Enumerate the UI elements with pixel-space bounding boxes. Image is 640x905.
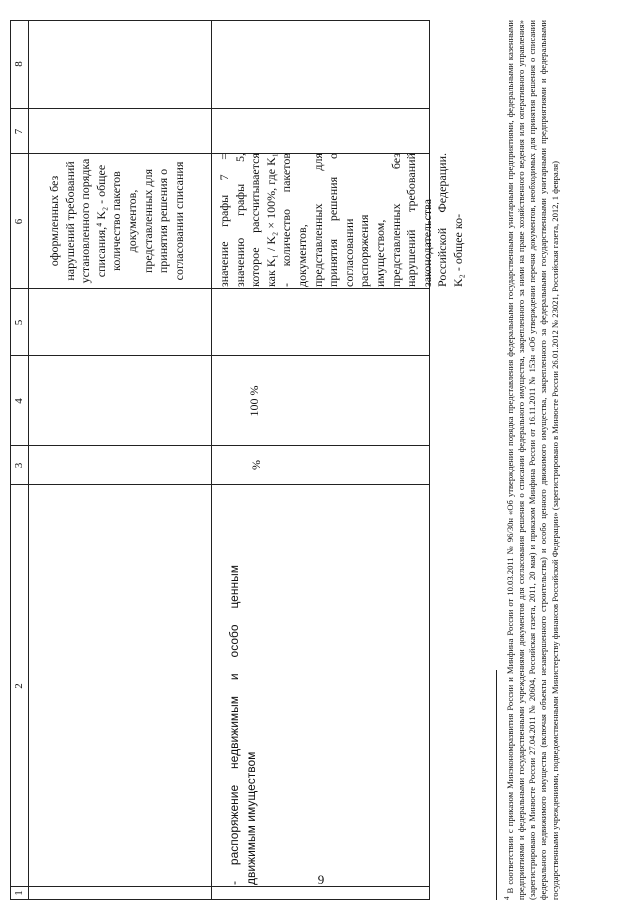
- footnote-marker: 4: [503, 896, 511, 900]
- column-number-3: 3: [13, 462, 25, 469]
- row-b-unit: %: [249, 460, 263, 470]
- column-number-5: 5: [13, 319, 25, 326]
- column-number-8: 8: [13, 61, 25, 67]
- column-number-6: 6: [13, 218, 25, 225]
- column-divider: [11, 288, 429, 289]
- header-row-divider: [28, 21, 29, 899]
- row-divider: [211, 21, 212, 899]
- page-number: 9: [317, 872, 325, 887]
- data-table: [10, 20, 465, 900]
- footnote-separator: [496, 670, 497, 900]
- row-a-indicator-description: оформленных без нарушений требований установленного порядка списания,⁴ K₂ - общее количество пакетов документов, представленных для принятия решения о согласовании списания: [47, 158, 186, 284]
- column-divider: [11, 445, 429, 446]
- row-b-indicator-description: значение графы 7 = значению графы 5, которое рассчитывается как K₁ / K₂ × 100%, где K₁ - количество пакетов документов, представленных для принятия решения о согласовании распоряжения имуществом, представленных без нарушений требований законодательства Российской Федерации. K₂ - общее ко-: [217, 153, 465, 287]
- column-divider: [11, 484, 429, 485]
- rotated-sheet: [10, 20, 622, 900]
- footnote-text: В соответствии с приказом Минэкономразвития России и Минфина России от 10.03.2011 № 96/30н «Об утверждении порядка представления федеральными государственными унитарными предприятиями, федеральными казенными предприятиями и федеральными государственными учреждениями документов для согласования решения о списании федерального имущества, закрепленного за ними на праве хозяйственного ведения или оперативного управления» (зарегистрировано в Минюсте России 27.04.2011 № 20604, Российская газета, 2011, 20 мая) и приказом Минфина России от 16.11.2011 № 153н «Об утверждении перечня документов, необходимых для принятия решения о списании федерального недвижимого имущества (включая объекты незавершенного строительства) и особо ценного движимого имущества, закрепленного за федеральными государственными унитарными предприятиями и федеральными государственными учреждениями, подведомственными Министерству финансов Российской Федерации» (зарегистрировано в Минюсте России 26.01.2012 № 23021, Российская газета, 2012, 1 февраля): [504, 20, 560, 900]
- column-divider: [11, 108, 429, 109]
- column-number-1: 1: [13, 890, 25, 896]
- footnote: [502, 20, 561, 900]
- column-divider: [11, 886, 429, 887]
- column-number-7: 7: [13, 128, 25, 135]
- column-number-4: 4: [13, 398, 25, 404]
- column-divider: [11, 355, 429, 356]
- row-b-indicator-name: - распоряжение недвижимым и особо ценным движимым имуществом: [227, 565, 258, 885]
- row-b-target-value: 100 %: [247, 385, 261, 417]
- column-number-2: 2: [13, 683, 25, 689]
